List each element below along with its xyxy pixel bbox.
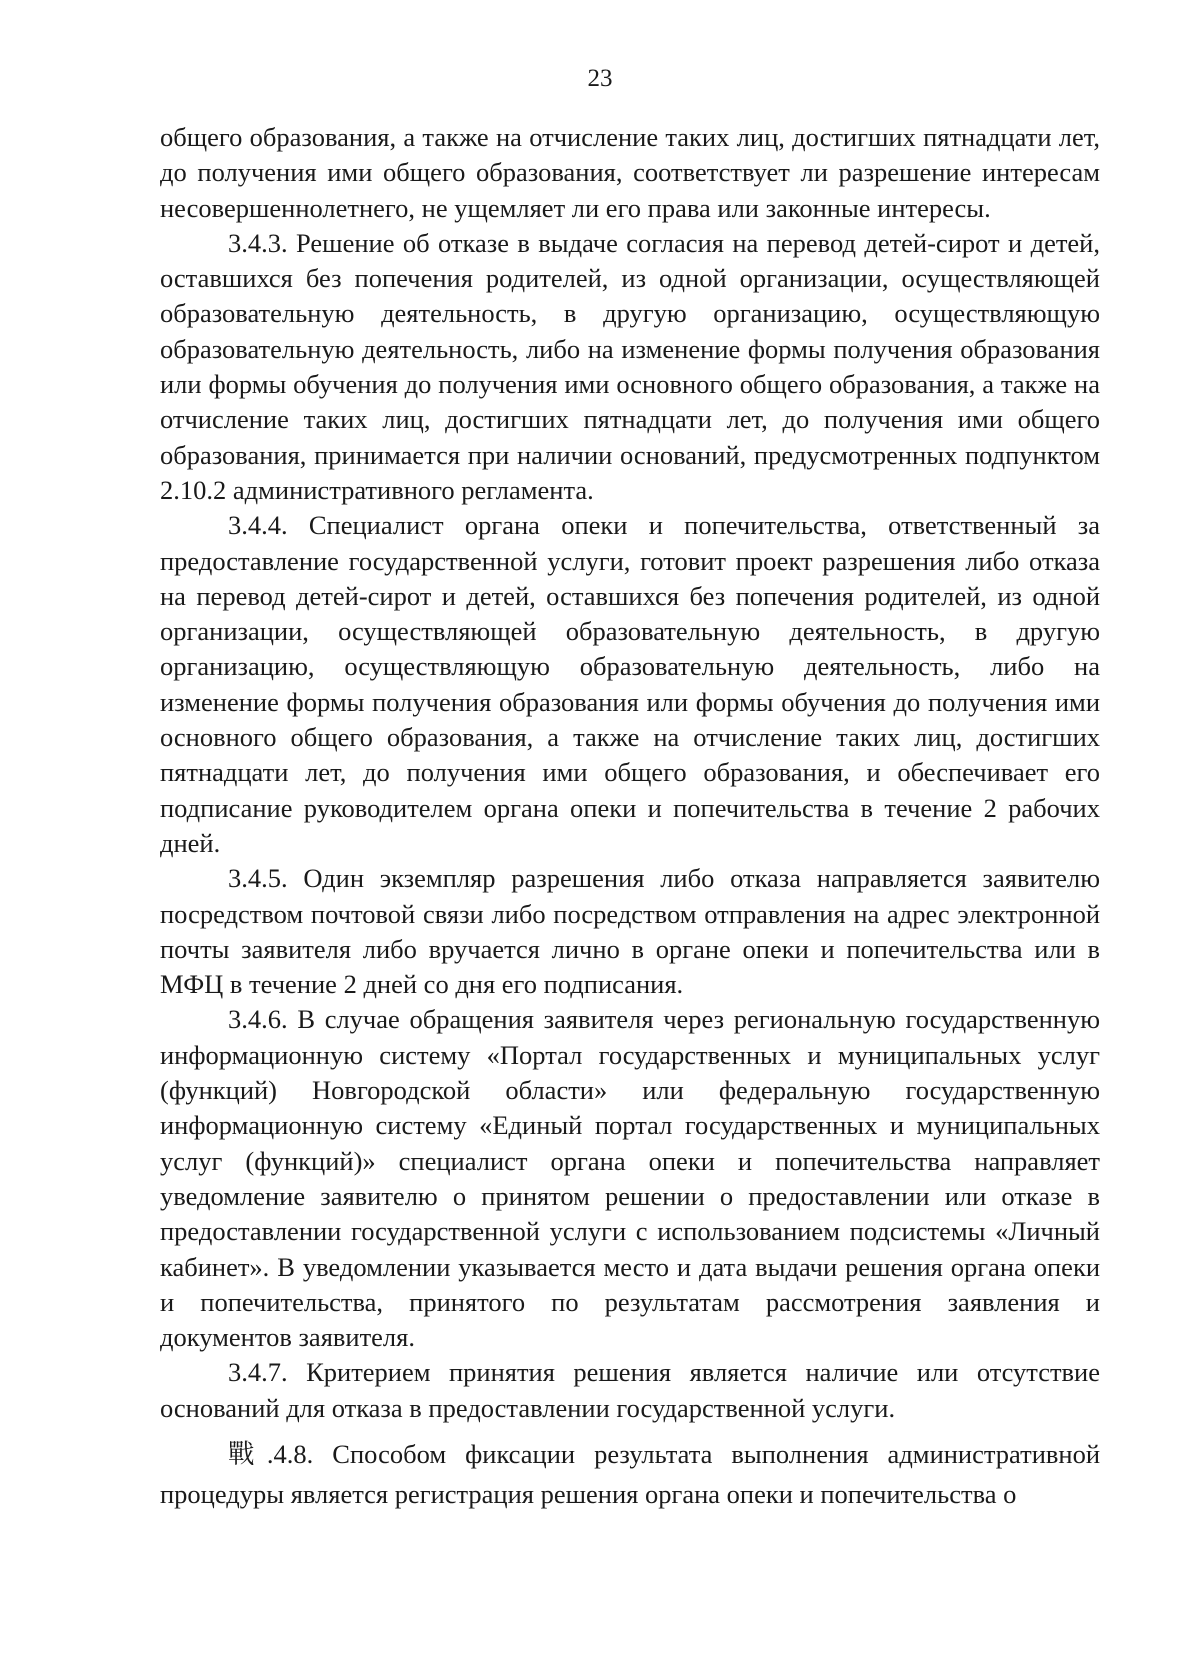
- paragraph-3-4-6: 3.4.6. В случае обращения заявителя через региональную государственную информационную систему «Портал государственных и муниципальных услуг (функций) Новгородской области» или федеральную государственную информационную систему «Единый портал государственных и муниципальных услуг (функций)» специалист органа опеки и попечительства направляет уведомление заявителю о принятом решении о предоставлении или отказе в предоставлении государственной услуги с использованием подсистемы «Личный кабинет». В уведомлении указывается место и дата выдачи решения органа опеки и попечительства, принятого по результатам рассмотрения заявления и документов заявителя.: [160, 1004, 1100, 1353]
- page-number: 23: [587, 65, 613, 92]
- paragraph-continuation: общего образования, а также на отчисление таких лиц, достигших пятнадцати лет, до получения ими общего образования, соответствует ли разрешение интересам несовершеннолетнего, не ущемляет ли его права или законные интересы.: [160, 122, 1100, 223]
- paragraph-3-4-8: 戰.4.8. Способом фиксации результата выполнения административной процедуры является регистрация решения органа опеки и попечительства о: [160, 1438, 1100, 1509]
- paragraph-3-4-7: 3.4.7. Критерием принятия решения является наличие или отсутствие оснований для отказа в предоставлении государственной услуги.: [160, 1357, 1100, 1423]
- paragraph-3-4-3: 3.4.3. Решение об отказе в выдаче согласия на перевод детей-сирот и детей, оставшихся без попечения родителей, из одной организации, осуществляющей образовательную деятельность, в другую организацию, осуществляющую образовательную деятельность, либо на изменение формы получения образования или формы обучения до получения ими основного общего образования, а также на отчисление таких лиц, достигших пятнадцати лет, до получения ими общего образования, принимается при наличии оснований, предусмотренных подпунктом 2.10.2 административного регламента.: [160, 227, 1100, 505]
- document-body: [160, 120, 1100, 1514]
- paragraph-3-4-4: 3.4.4. Специалист органа опеки и попечительства, ответственный за предоставление государственной услуги, готовит проект разрешения либо отказа на перевод детей-сирот и детей, оставшихся без попечения родителей, из одной организации, осуществляющей образовательную деятельность, в другую организацию, осуществляющую образовательную деятельность, либо на изменение формы получения образования или формы обучения до получения ими основного общего образования, а также на отчисление таких лиц, достигших пятнадцати лет, до получения ими общего образования, и обеспечивает его подписание руководителем органа опеки и попечительства в течение 2 рабочих дней.: [160, 510, 1100, 858]
- paragraph-3-4-5: 3.4.5. Один экземпляр разрешения либо отказа направляется заявителю посредством почтовой связи либо посредством отправления на адрес электронной почты заявителя либо вручается лично в органе опеки и попечительства или в МФЦ в течение 2 дней со дня его подписания.: [160, 863, 1100, 1000]
